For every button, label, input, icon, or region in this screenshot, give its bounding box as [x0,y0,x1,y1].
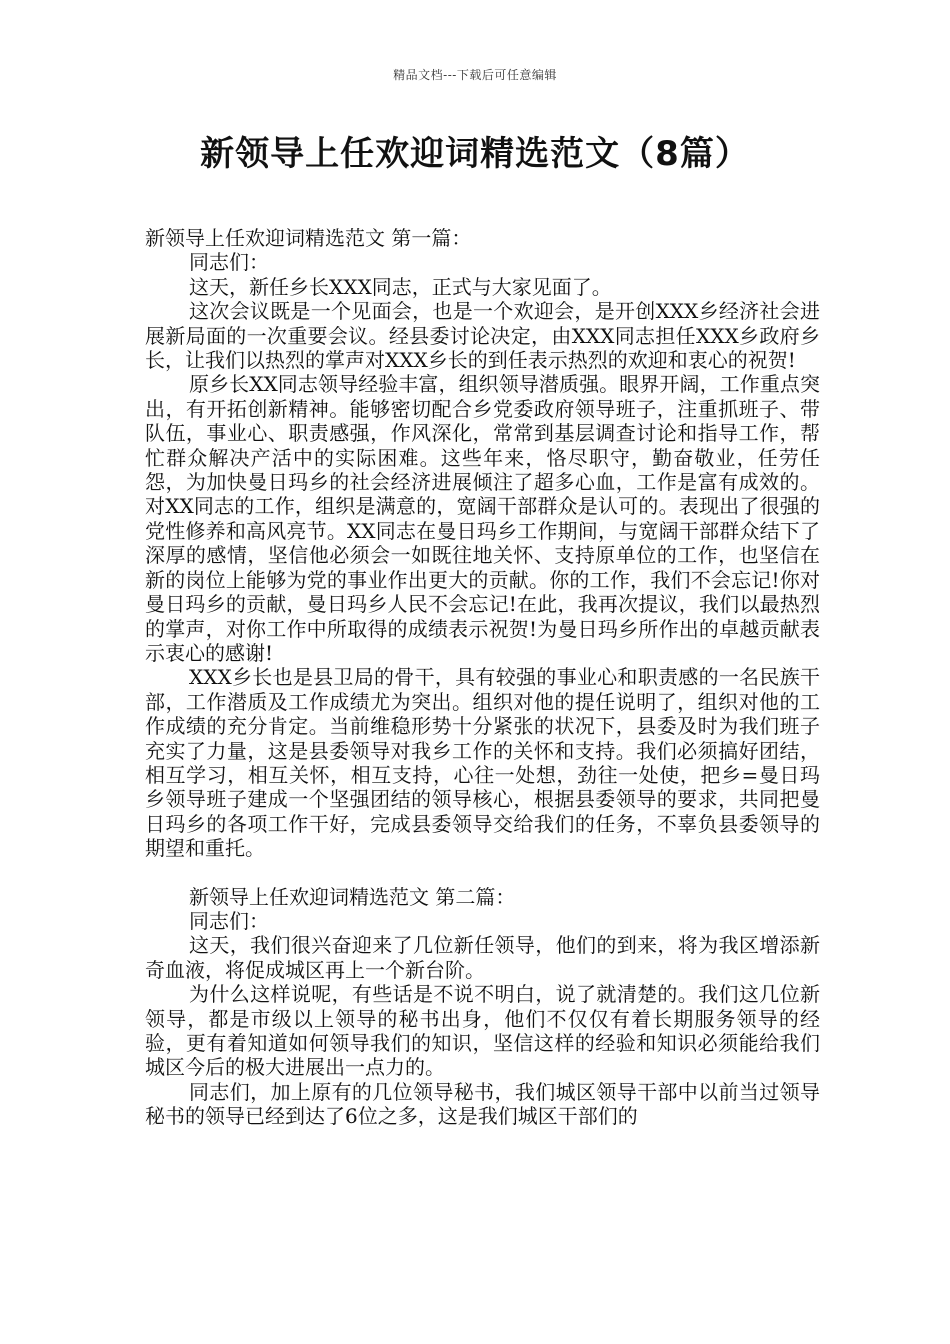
section-spacer [145,861,820,885]
paragraph: 同志们，加上原有的几位领导秘书，我们城区领导干部中以前当过领导秘书的领导已经到达了6位之多，这是我们城区干部们的 [145,1079,820,1129]
paragraph: 这天，我们很兴奋迎来了几位新任领导，他们的到来，将为我区增添新奇血液，将促成城区再上一个新台阶。 [145,933,820,982]
paragraph: 原乡长XX同志领导经验丰富，组织领导潜质强。眼界开阔，工作重点突出，有开拓创新精神。能够密切配合乡党委政府领导班子，注重抓班子、带队伍，事业心、职责感强，作风深化，常常到基层调查讨论和指导工作，帮忙群众解决产活中的实际困难。这些年来，恪尽职守，勤奋敬业，任劳任怨，为加快曼日玛乡的社会经济进展倾注了超多心血，工作是富有成效的。对XX同志的工作，组织是满意的，宽阔干部群众是认可的。表现出了很强的党性修养和高风亮节。XX同志在曼日玛乡工作期间，与宽阔干部群众结下了深厚的感情，坚信他必须会一如既往地关怀、支持原单位的工作，也坚信在新的岗位上能够为党的事业作出更大的贡献。你的工作，我们不会忘记!你对曼日玛乡的贡献，曼日玛乡人民不会忘记!在此，我再次提议，我们以最热烈的掌声，对你工作中所取得的成绩表示祝贺!为曼日玛乡所作出的卓越贡献表示衷心的感谢! [145,372,820,665]
salutation: 同志们： [189,250,269,275]
document-title: 新领导上任欢迎词精选范文（8篇） [200,134,750,174]
paragraph: 为什么这样说呢，有些话是不说不明白，说了就清楚的。我们这几位新领导，都是市级以上领导的秘书出身，他们不仅仅有着长期服务领导的经验，更有着知道如何领导我们的知识，坚信这样的经验和知识必须能给我们城区今后的极大进展出一点力的。 [145,982,820,1080]
paragraph: 这天，新任乡长XXX同志，正式与大家见面了。 [189,274,612,299]
section-heading: 新领导上任欢迎词精选范文 第一篇： [145,226,472,250]
section-heading: 新领导上任欢迎词精选范文 第二篇： [189,884,516,909]
salutation: 同志们： [189,908,269,933]
paragraph: 这次会议既是一个见面会，也是一个欢迎会，是开创XXX乡经济社会进展新局面的一次重要会议。经县委讨论决定，由XXX同志担任XXX乡政府乡长，让我们以热烈的掌声对XXX乡长的到任表示热烈的欢迎和衷心的祝贺! [145,299,820,373]
header-note: 精品文档---下载后可任意编辑 [393,68,557,82]
paragraph: XXX乡长也是县卫局的骨干，具有较强的事业心和职责感的一名民族干部，工作潜质及工作成绩尤为突出。组织对他的提任说明了，组织对他的工作成绩的充分肯定。当前维稳形势十分紧张的状况下，县委及时为我们班子充实了力量，这是县委领导对我乡工作的关怀和支持。我们必须搞好团结，相互学习，相互关怀，相互支持，心往一处想，劲往一处使，把乡=曼日玛乡领导班子建成一个坚强团结的领导核心，根据县委领导的要求，共同把曼日玛乡的各项工作干好，完成县委领导交给我们的任务，不辜负县委领导的期望和重托。 [145,665,820,861]
document-body [145,226,820,1129]
